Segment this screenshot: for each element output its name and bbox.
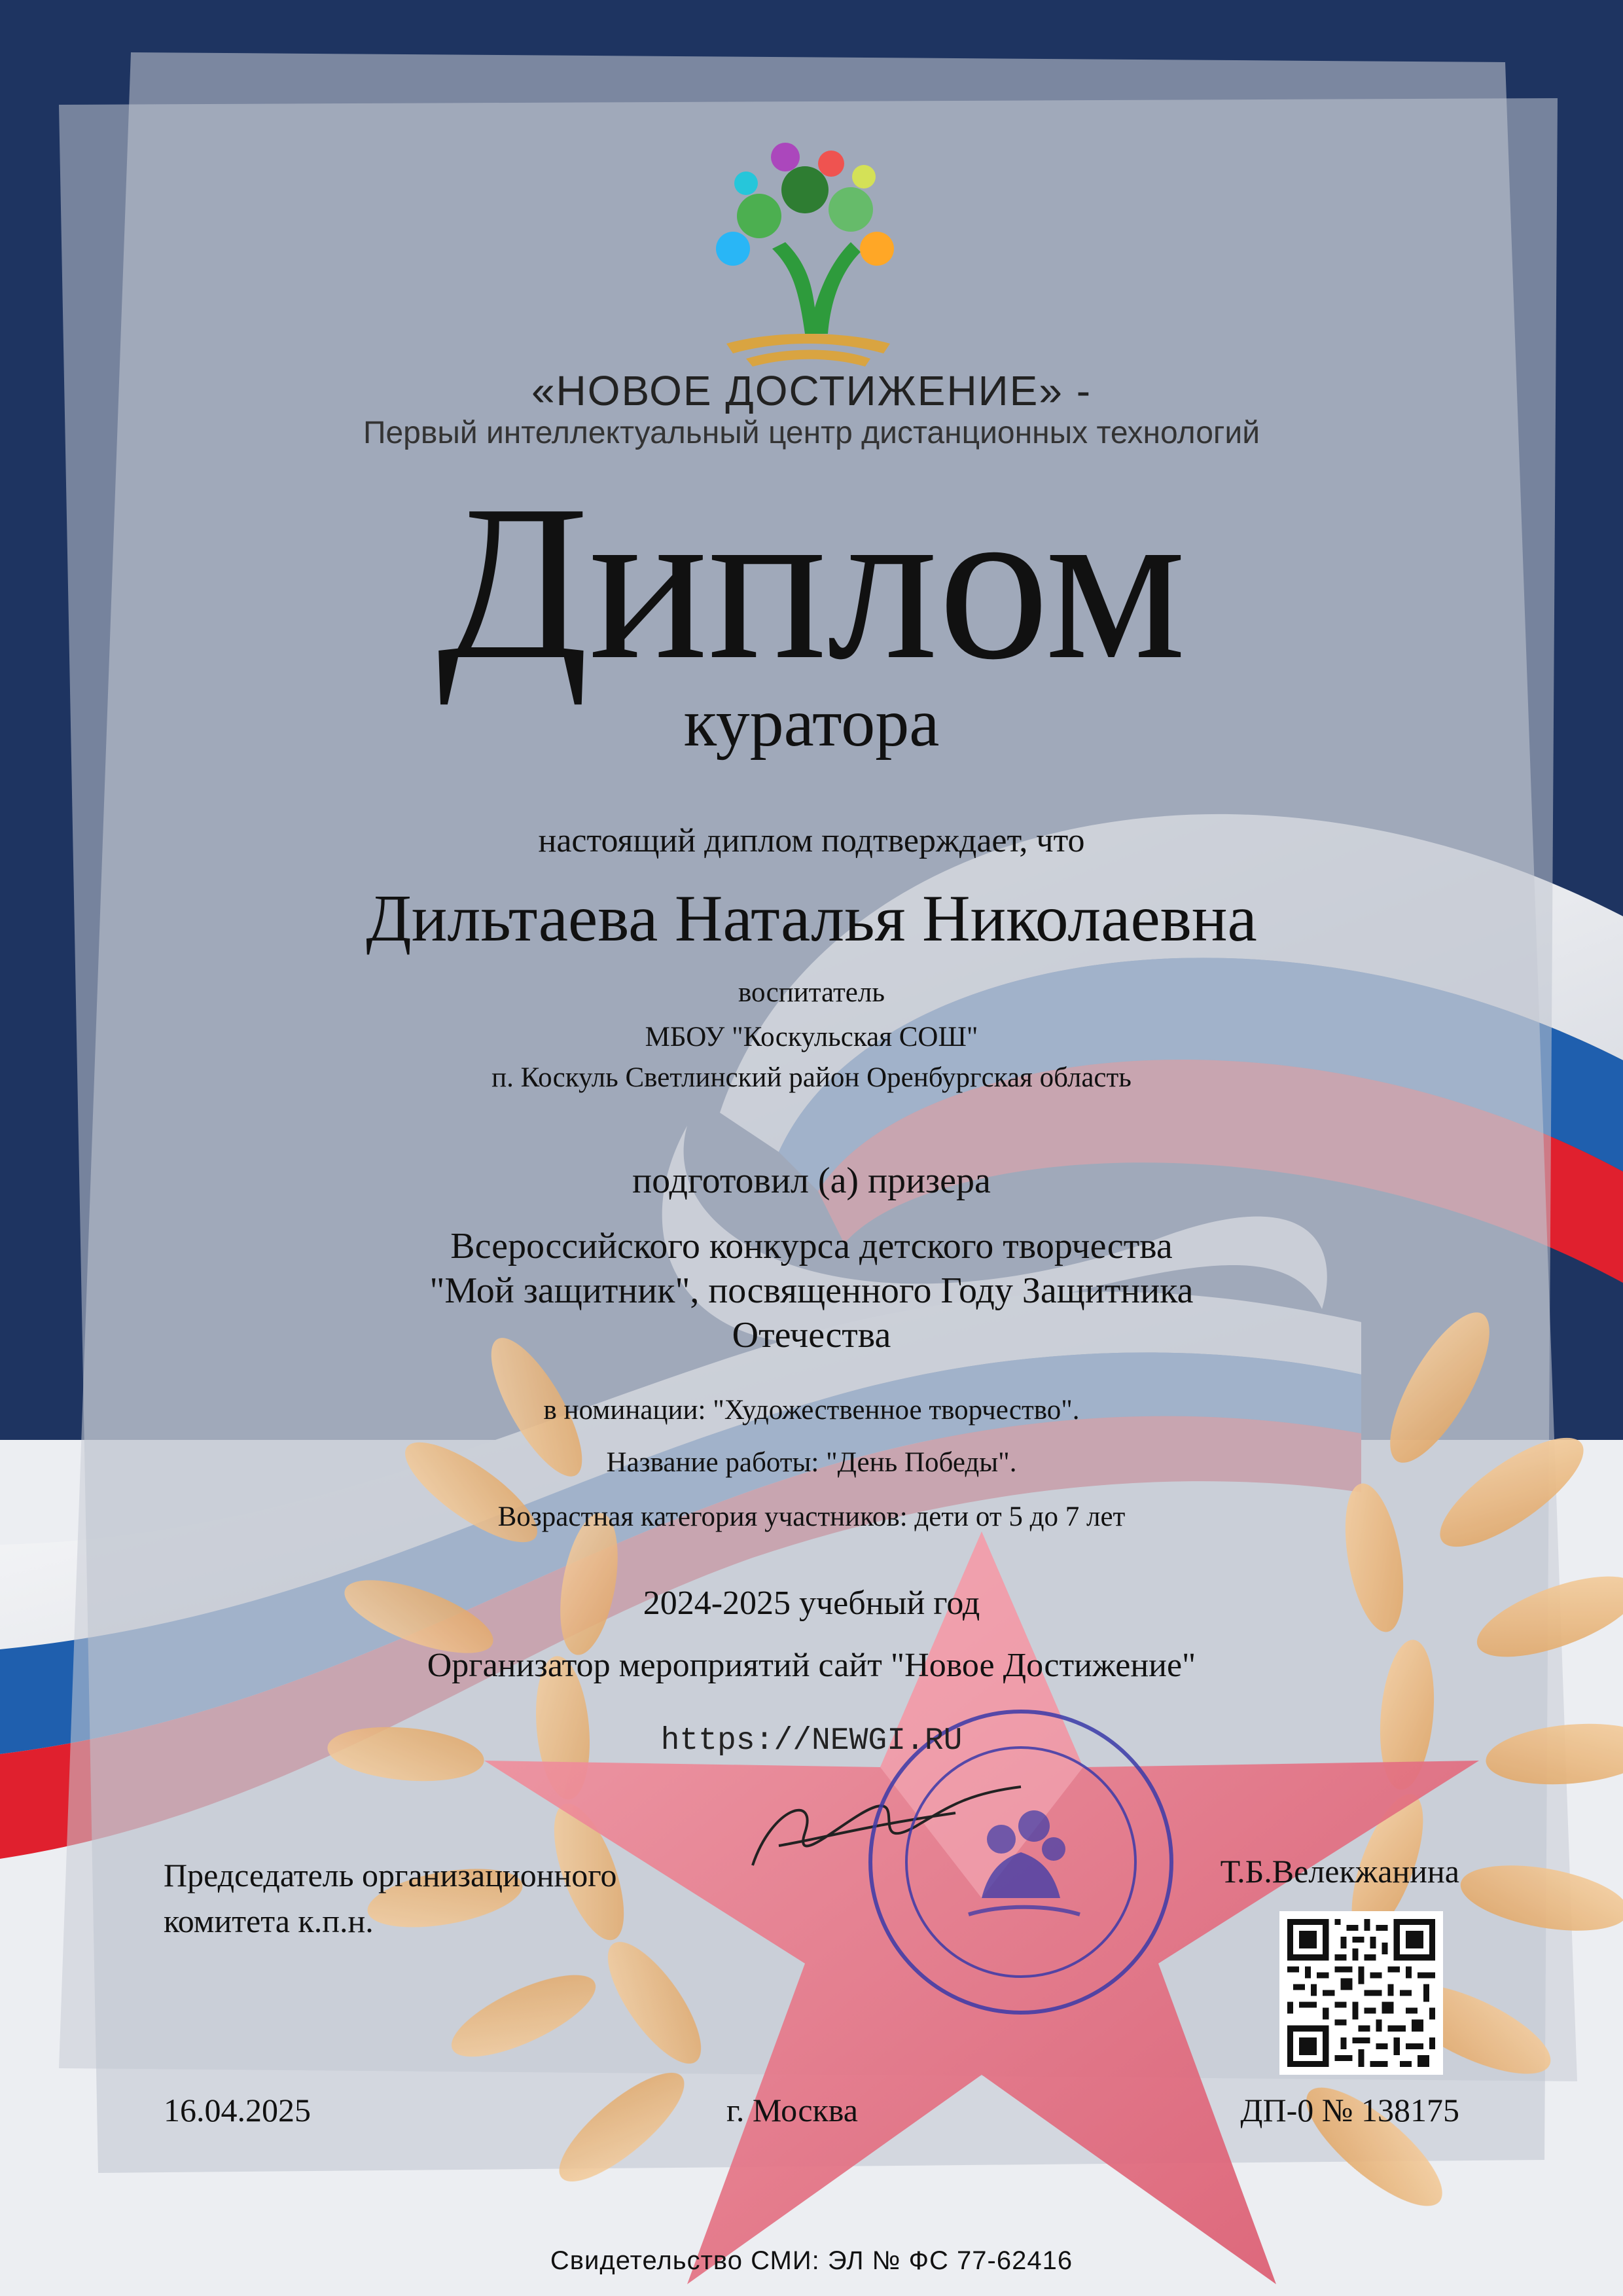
diploma-subtitle: куратора [683,685,940,761]
signer-name: Т.Б.Велекжанина [1220,1853,1459,1890]
org-name: «НОВОЕ ДОСТИЖЕНИЕ» - [531,367,1092,414]
age-category: Возрастная категория участников: дети от 5 до 7 лет [497,1501,1126,1532]
organizer: Организатор мероприятий сайт "Новое Достижение" [427,1647,1196,1684]
contest-title [0,1224,1623,1357]
person-position: воспитатель [738,977,885,1008]
site-link[interactable]: https://NEWGI.RU [660,1723,963,1759]
person-name: Дильтаева Наталья Николаевна [366,882,1257,956]
contest-line-3: Отечества [732,1315,891,1355]
nomination: в номинации: "Художественное творчество". [543,1395,1080,1426]
chair-line-2: комитета к.п.н. [164,1903,374,1939]
location: п. Коскуль Светлинский район Оренбургская область [491,1062,1132,1093]
work-title: Название работы: "День Победы". [606,1447,1017,1478]
confirm-text: настоящий диплом подтверждает, что [538,822,1085,859]
contest-line-1: Всероссийского конкурса детского творчества [450,1226,1173,1266]
qr-code-icon [1287,1919,1435,2067]
diploma-title: Диплом [437,459,1186,706]
school-year: 2024-2025 учебный год [643,1585,980,1622]
contest-line-2: "Мой защитник", посвященного Году Защитника [429,1270,1194,1311]
chair-title [164,1852,753,1944]
qr-code[interactable] [1279,1911,1443,2075]
diploma-number: ДП-0 № 138175 [1240,2092,1459,2128]
issue-date: 16.04.2025 [164,2092,311,2128]
institution: МБОУ "Коскульская СОШ" [645,1022,978,1052]
issue-city: г. Москва [726,2092,858,2128]
chair-line-1: Председатель организационного [164,1857,617,1893]
org-tagline: Первый интеллектуальный центр дистанционных технологий [363,416,1260,450]
prepared-text: подготовил (а) призера [632,1160,991,1201]
media-certificate: Свидетельство СМИ: ЭЛ № ФС 77-62416 [550,2246,1073,2275]
